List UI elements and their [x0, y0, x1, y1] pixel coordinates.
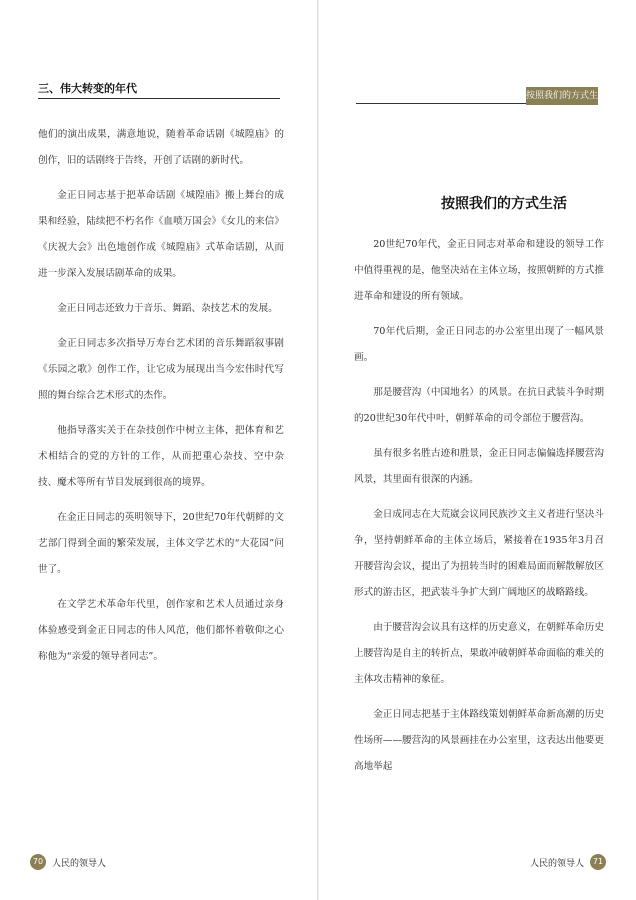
paragraph: 在文学艺术革命年代里，创作家和艺术人员通过亲身体验感受到金正日同志的伟人风范，他们都怀着敬仰之心称他为“亲爱的领导者同志”。	[38, 599, 284, 662]
section-title: 按照我们的方式生活	[441, 196, 567, 212]
paragraph: 虽有很多名胜古迹和胜景，金正日同志偏偏选择腰营沟风景，其里面有很深的内涵。	[354, 448, 604, 485]
paragraph: 那是腰营沟（中国地名）的风景。在抗日武装斗争时期的20世纪30年代中叶，朝鲜革命的司令部位于腰营沟。	[354, 387, 604, 424]
body-text	[38, 122, 284, 679]
right-page	[318, 0, 636, 900]
header-rule	[356, 103, 542, 104]
header-rule	[38, 98, 280, 99]
paragraph: 金日成同志在大荒崴会议同民族沙文主义者进行坚决斗争，坚持朝鲜革命的主体立场后，紧接着在1935年3月召开腰营沟会议，提出了为扭转当时的困难局面而解散解放区形式的游击区，把武装斗争扩大到广阔地区的战略路线。	[354, 509, 604, 598]
footer-label: 人民的领导人	[52, 858, 107, 869]
paragraph: 70年代后期，金正日同志的办公室里出现了一幅风景画。	[354, 326, 604, 363]
page-footer	[530, 854, 606, 870]
section-header-badge: 按照我们的方式生活	[526, 87, 598, 105]
body-text	[354, 232, 604, 789]
paragraph: 金正日同志基于把革命话剧《城隍庙》搬上舞台的成果和经验，陆续把不朽名作《血喷万国会》《女儿的来信》《庆祝大会》出色地创作成《城隍庙》式革命话剧，从而进一步深入发展话剧革命的成果。	[38, 190, 284, 279]
paragraph: 他指导落实关于在杂技创作中树立主体，把体育和艺术相结合的党的方针的工作，从而把重心杂技、空中杂技、魔术等所有节目发展到很高的境界。	[38, 425, 284, 488]
chapter-header: 三、伟大转变的年代	[38, 82, 137, 95]
paragraph: 金正日同志多次指导万寿台艺术团的音乐舞蹈叙事剧《乐园之歌》创作工作，让它成为展现出当今宏伟时代写照的舞台综合艺术形式的杰作。	[38, 338, 284, 401]
page-footer	[30, 854, 106, 870]
paragraph: 由于腰营沟会议具有这样的历史意义，在朝鲜革命历史上腰营沟是自主的转折点，果敢冲破朝鲜革命面临的难关的主体攻击精神的象征。	[354, 622, 604, 685]
paragraph: 金正日同志把基于主体路线策划朝鲜革命新高潮的历史性场所——腰营沟的风景画挂在办公室里，这表达出他要更高地举起	[354, 709, 604, 772]
paragraph: 金正日同志还致力于音乐、舞蹈、杂技艺术的发展。	[57, 303, 278, 314]
page-number: 71	[590, 854, 606, 870]
footer-label: 人民的领导人	[529, 858, 584, 869]
paragraph: 20世纪70年代，金正日同志对革命和建设的领导工作中值得重视的是，他坚决站在主体立场，按照朝鲜的方式推进革命和建设的所有领域。	[354, 239, 604, 302]
page-number: 70	[30, 854, 46, 870]
paragraph: 在金正日同志的英明领导下，20世纪70年代朝鲜的文艺部门得到全面的繁荣发展，主体文学艺术的“大花园”问世了。	[38, 512, 284, 575]
paragraph: 他们的演出成果，满意地说，随着革命话剧《城隍庙》的创作，旧的话剧终于告终，开创了话剧的新时代。	[38, 129, 284, 166]
